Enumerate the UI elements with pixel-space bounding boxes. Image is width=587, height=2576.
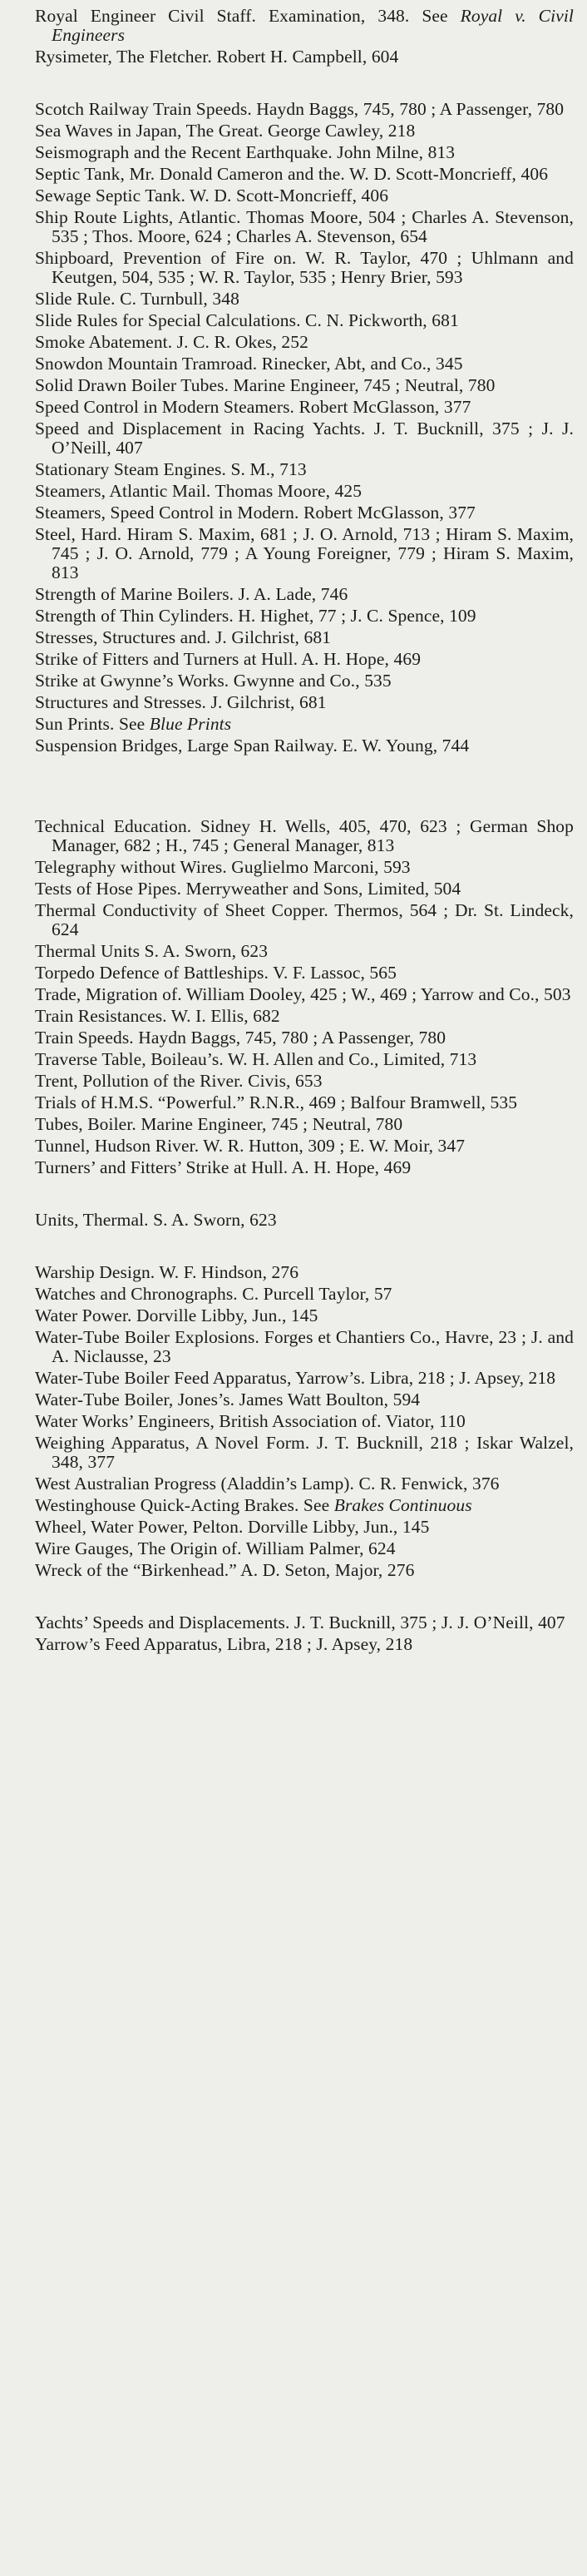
entry-text: Thermal Conductivity of Sheet Copper. Thermos, 564 ; Dr. St. Lindeck, 624	[35, 900, 574, 939]
index-entry	[35, 985, 574, 1004]
entry-text: Speed Control in Modern Steamers. Robert McGlasson, 377	[35, 397, 471, 417]
index-entry	[35, 1561, 574, 1580]
entry-text: Water-Tube Boiler, Jones’s. James Watt Boulton, 594	[35, 1390, 421, 1409]
entry-text: Torpedo Defence of Battleships. V. F. Lassoc, 565	[35, 963, 397, 983]
index-entry	[35, 1050, 574, 1069]
index-entry	[35, 942, 574, 961]
index-entry	[35, 47, 574, 67]
entry-text: Steamers, Atlantic Mail. Thomas Moore, 425	[35, 481, 363, 501]
index-entry	[35, 1434, 574, 1472]
index-entry	[35, 1518, 574, 1537]
entry-text: Slide Rule. C. Turnbull, 348	[35, 289, 239, 309]
entry-text: Water Power. Dorville Libby, Jun., 145	[35, 1305, 318, 1325]
entry-text: Tunnel, Hudson River. W. R. Hutton, 309 ; E. W. Moir, 347	[35, 1136, 466, 1156]
entry-text: Wire Gauges, The Origin of. William Palmer, 624	[35, 1538, 396, 1558]
index-entry	[35, 1328, 574, 1366]
index-entry	[35, 503, 574, 523]
index-entry	[35, 607, 574, 626]
index-entry	[35, 1496, 574, 1515]
entry-text: Tubes, Boiler. Marine Engineer, 745 ; Neutral, 780	[35, 1114, 403, 1134]
entry-text: Water Works’ Engineers, British Association of. Viator, 110	[35, 1411, 466, 1431]
entry-text: Sea Waves in Japan, The Great. George Cawley, 218	[35, 121, 416, 141]
index-entry	[35, 165, 574, 184]
index-entry	[35, 901, 574, 939]
index-entry	[35, 1474, 574, 1494]
section-spacer	[35, 1180, 574, 1211]
index-entry	[35, 1263, 574, 1282]
index-entry	[35, 879, 574, 899]
entry-text: Ship Route Lights, Atlantic. Thomas Moore, 504 ; Charles A. Stevenson, 535 ; Thos. Moore, 624 ; Charles A. Stevenson, 654	[35, 207, 574, 246]
index-entry	[35, 858, 574, 877]
index-entry	[35, 354, 574, 374]
index-entry	[35, 693, 574, 712]
index-entry	[35, 208, 574, 246]
entry-text: Slide Rules for Special Calculations. C. N. Pickworth, 681	[35, 310, 459, 330]
index-entry	[35, 1412, 574, 1431]
index-entry	[35, 1211, 574, 1230]
entry-text: Royal Engineer Civil Staff. Examination, 348. See	[35, 6, 461, 26]
cross-reference: Blue Prints	[149, 714, 232, 734]
entry-text: Watches and Chronographs. C. Purcell Taylor, 57	[35, 1284, 392, 1304]
entry-text: Trent, Pollution of the River. Civis, 653	[35, 1071, 323, 1091]
index-entry	[35, 1635, 574, 1654]
index-entry	[35, 817, 574, 855]
index-entry	[35, 1115, 574, 1134]
index-entry	[35, 419, 574, 458]
index-entry	[35, 311, 574, 330]
entry-text: Rysimeter, The Fletcher. Robert H. Campbell, 604	[35, 47, 399, 67]
index-entry	[35, 1158, 574, 1177]
cross-reference: Brakes Continuous	[333, 1495, 472, 1515]
entry-text: Structures and Stresses. J. Gilchrist, 681	[35, 692, 327, 712]
entry-text: West Australian Progress (Aladdin’s Lamp). C. R. Fenwick, 376	[35, 1474, 500, 1494]
entry-text: Suspension Bridges, Large Span Railway. E. W. Young, 744	[35, 736, 470, 755]
index-entry	[35, 143, 574, 162]
entry-text: Speed and Displacement in Racing Yachts. J. T. Bucknill, 375 ; J. J. O’Neill, 407	[35, 419, 574, 458]
index-entry	[35, 398, 574, 417]
index-entry	[35, 186, 574, 206]
entry-text: Strike of Fitters and Turners at Hull. A. H. Hope, 469	[35, 649, 422, 669]
entry-text: Strength of Marine Boilers. J. A. Lade, 746	[35, 584, 348, 604]
entry-text: Sun Prints. See	[35, 714, 150, 734]
index-entry	[35, 585, 574, 604]
entry-text: Traverse Table, Boileau’s. W. H. Allen and Co., Limited, 713	[35, 1049, 477, 1069]
index-entry	[35, 1285, 574, 1304]
index-entry	[35, 1028, 574, 1048]
index-entry	[35, 100, 574, 119]
entry-text: Trials of H.M.S. “Powerful.” R.N.R., 469 ; Balfour Bramwell, 535	[35, 1092, 518, 1112]
index-entry	[35, 1306, 574, 1325]
entry-text: Steel, Hard. Hiram S. Maxim, 681 ; J. O. Arnold, 713 ; Hiram S. Maxim, 745 ; J. O. Arnold, 779 ; A Young Foreigner, 779 ; Hiram S. Maxim, 813	[35, 524, 574, 582]
entry-text: Train Resistances. W. I. Ellis, 682	[35, 1006, 280, 1026]
entry-text: Weighing Apparatus, A Novel Form. J. T. Bucknill, 218 ; Iskar Walzel, 348, 377	[35, 1433, 574, 1472]
entry-text: Smoke Abatement. J. C. R. Okes, 252	[35, 332, 308, 352]
entry-text: Stresses, Structures and. J. Gilchrist, 681	[35, 627, 332, 647]
index-entry	[35, 249, 574, 287]
section-spacer	[35, 69, 574, 100]
entry-text: Steamers, Speed Control in Modern. Robert McGlasson, 377	[35, 503, 476, 523]
index-entry	[35, 1072, 574, 1091]
index-entry	[35, 1539, 574, 1558]
entry-text: Scotch Railway Train Speeds. Haydn Baggs, 745, 780 ; A Passenger, 780	[35, 99, 565, 119]
index-entry	[35, 333, 574, 352]
index-entry	[35, 671, 574, 691]
index-entry	[35, 1137, 574, 1156]
entry-text: Septic Tank, Mr. Donald Cameron and the. W. D. Scott-Moncrieff, 406	[35, 164, 549, 184]
index-entry	[35, 7, 574, 45]
entry-text: Train Speeds. Haydn Baggs, 745, 780 ; A Passenger, 780	[35, 1028, 446, 1048]
entry-text: Wreck of the “Birkenhead.” A. D. Seton, Major, 276	[35, 1560, 415, 1580]
index-entry	[35, 460, 574, 479]
entry-text: Sewage Septic Tank. W. D. Scott-Moncrieff, 406	[35, 186, 389, 206]
entry-text: Solid Drawn Boiler Tubes. Marine Engineer, 745 ; Neutral, 780	[35, 375, 496, 395]
entry-text: Thermal Units S. A. Sworn, 623	[35, 941, 269, 961]
entry-text: Trade, Migration of. William Dooley, 425 ; W., 469 ; Yarrow and Co., 503	[35, 984, 571, 1004]
entry-text: Telegraphy without Wires. Guglielmo Marconi, 593	[35, 857, 411, 877]
index-entry	[35, 1390, 574, 1409]
entry-text: Yarrow’s Feed Apparatus, Libra, 218 ; J. Apsey, 218	[35, 1634, 413, 1654]
entry-text: Tests of Hose Pipes. Merryweather and Sons, Limited, 504	[35, 879, 461, 899]
entry-text: Technical Education. Sidney H. Wells, 405, 470, 623 ; German Shop Manager, 682 ; H., 745 ; General Manager, 813	[35, 816, 574, 855]
index-entry	[35, 1613, 574, 1632]
entry-text: Wheel, Water Power, Pelton. Dorville Libby, Jun., 145	[35, 1517, 430, 1537]
index-entry	[35, 525, 574, 582]
entry-text: Strength of Thin Cylinders. H. Highet, 77 ; J. C. Spence, 109	[35, 606, 476, 626]
entry-text: Seismograph and the Recent Earthquake. John Milne, 813	[35, 142, 456, 162]
index-entry	[35, 1007, 574, 1026]
index-entry	[35, 121, 574, 141]
index-entry	[35, 290, 574, 309]
entry-text: Stationary Steam Engines. S. M., 713	[35, 459, 307, 479]
index-entry	[35, 1369, 574, 1388]
cross-reference: Royal v. Civil Engineers	[52, 6, 574, 45]
index-entry	[35, 628, 574, 647]
entry-text: Yachts’ Speeds and Displacements. J. T. Bucknill, 375 ; J. J. O’Neill, 407	[35, 1612, 565, 1632]
index-entry	[35, 715, 574, 734]
index-entry	[35, 736, 574, 755]
entry-text: Strike at Gwynne’s Works. Gwynne and Co., 535	[35, 671, 392, 691]
section-spacer	[35, 758, 574, 817]
index-entry	[35, 482, 574, 501]
entry-text: Westinghouse Quick-Acting Brakes. See	[35, 1495, 334, 1515]
entry-text: Units, Thermal. S. A. Sworn, 623	[35, 1210, 277, 1230]
entry-text: Shipboard, Prevention of Fire on. W. R. Taylor, 470 ; Uhlmann and Keutgen, 504, 535 ; W. R. Taylor, 535 ; Henry Brier, 593	[35, 248, 574, 287]
section-spacer	[35, 1583, 574, 1613]
index-entry	[35, 964, 574, 983]
section-spacer	[35, 1232, 574, 1263]
entry-text: Turners’ and Fitters’ Strike at Hull. A. H. Hope, 469	[35, 1157, 412, 1177]
index-entry	[35, 1093, 574, 1112]
index-entry	[35, 650, 574, 669]
entry-text: Water-Tube Boiler Feed Apparatus, Yarrow’s. Libra, 218 ; J. Apsey, 218	[35, 1368, 556, 1388]
entry-text: Water-Tube Boiler Explosions. Forges et Chantiers Co., Havre, 23 ; J. and A. Niclausse, 23	[35, 1327, 574, 1366]
entry-text: Snowdon Mountain Tramroad. Rinecker, Abt, and Co., 345	[35, 354, 463, 374]
index-entry	[35, 376, 574, 395]
entry-text: Warship Design. W. F. Hindson, 276	[35, 1262, 299, 1282]
